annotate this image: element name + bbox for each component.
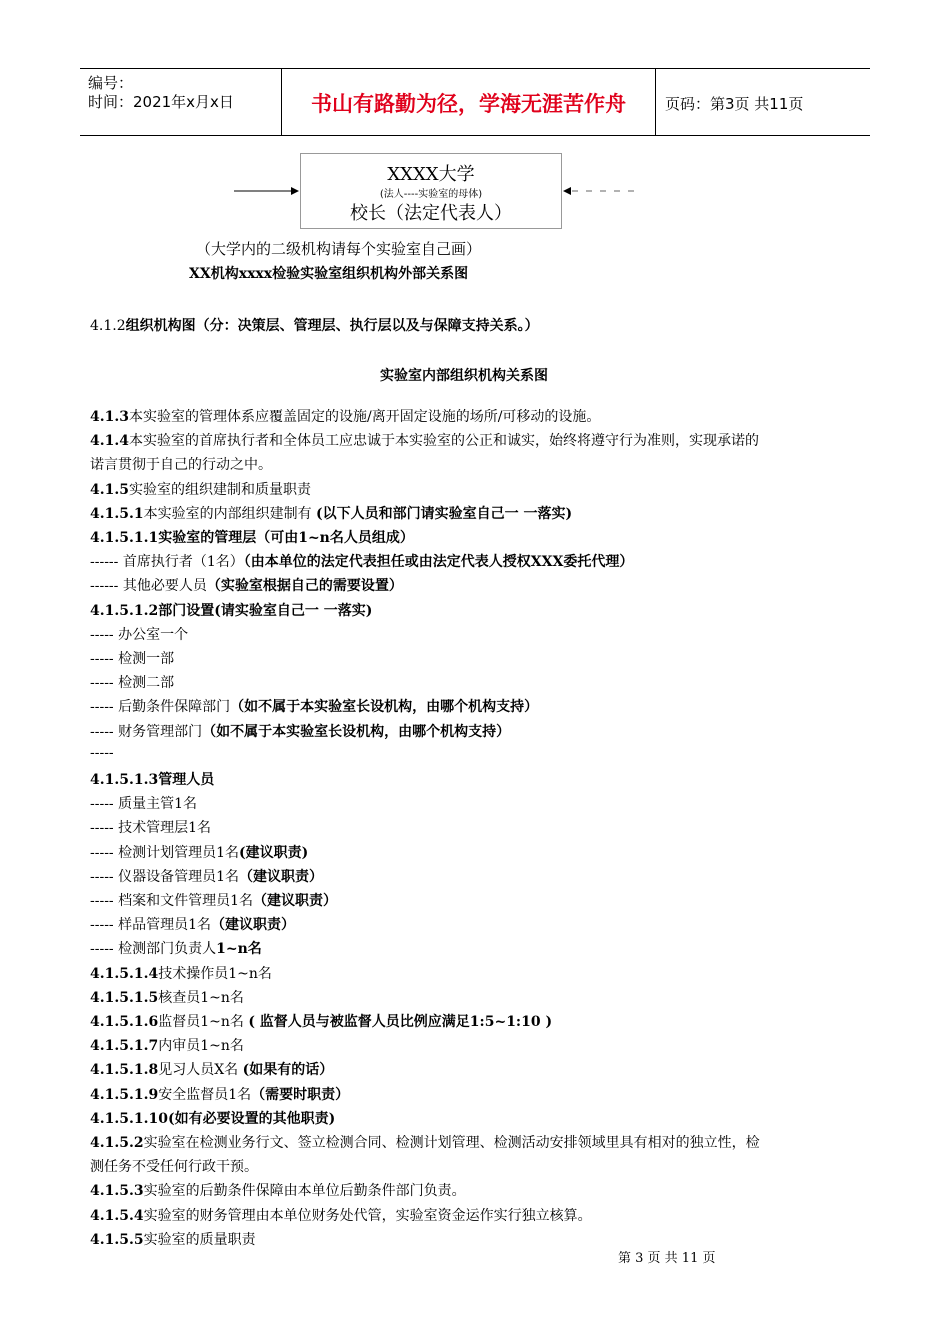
body-line [90,1229,256,1249]
body-line [90,406,600,426]
university-note: (法人----实验室的母体) [379,189,483,200]
clause-emphasis: （建议职责） [239,868,324,885]
clause-number: 4.1.5.1 [90,505,144,522]
body-line [90,527,414,547]
body-line [90,793,197,813]
body-line [90,938,262,958]
clause-emphasis: 部门设置(请实验室自己一 一落实) [158,602,373,619]
body-line [90,1180,466,1200]
clause-emphasis: ( 监督人员与被监督人员比例应满足1:5~1:10 ) [248,1014,553,1030]
clause-text: 监督员1~n名 [158,1014,249,1030]
clause-number: 4.1.5 [90,481,129,498]
clause-number: 4.1.5.5 [90,1231,144,1248]
section-text: 组织机构图（分：决策层、管理层、执行层以及与保障支持关系。） [125,318,539,334]
clause-number: 4.1.5.1.7 [90,1038,159,1055]
header-motto: 书山有路勤为径，学海无涯苦作舟 [281,69,656,135]
clause-text: 实验室的组织建制和质量职责 [128,481,311,498]
section-4-1-2 [90,315,539,335]
clause-text: ------ 其他必要人员 [90,578,207,595]
document-number-label: 编号： [88,74,134,92]
clause-text: ------ 首席执行者（1名） [90,554,244,571]
body-line [90,963,272,983]
body-line [90,1084,349,1104]
clause-emphasis: (如果有的话） [242,1062,334,1079]
clause-text: ----- [90,744,114,761]
body-line [90,890,337,910]
body-line [90,1205,592,1225]
clause-emphasis: （如不属于本实验室长设机构，由哪个机构支持） [202,723,511,740]
body-line [90,987,244,1007]
clause-emphasis: 实验室的管理层（可由1~n名人员组成） [158,530,414,546]
body-line [90,769,214,789]
header-page-info: 页码：第3页 共11页 [665,95,804,113]
body-line [90,1035,244,1055]
left-arrow-head [291,187,299,195]
body-line [90,1156,258,1176]
clause-number: 4.1.5.1.5 [90,989,159,1006]
body-line [90,1059,333,1079]
clause-number: 4.1.5.1.9 [90,1086,159,1103]
clause-text: 测任务不受任何行政干预。 [90,1159,258,1176]
clause-number: 4.1.5.1.6 [90,1014,159,1030]
body-line [90,842,308,862]
clause-text: ----- 检测部门负责人 [90,941,217,958]
body-line [90,672,174,692]
body-line [90,866,323,886]
body-line [90,648,174,668]
clause-emphasis: （建议职责） [253,893,338,909]
clause-text: ----- 样品管理员1名 [90,917,212,934]
clause-number: 4.1.5.1.8 [90,1062,159,1079]
body-line [90,479,311,499]
clause-text: 核查员1~n名 [158,989,244,1006]
clause-text: ----- 检测计划管理员1名 [90,844,240,861]
clause-text: 见习人员X名 [158,1062,243,1079]
clause-emphasis: (建议职责) [239,844,309,861]
body-line [90,721,510,741]
clause-number: 4.1.5.4 [90,1207,144,1224]
clause-text: ----- 办公室一个 [90,626,189,643]
clause-number: 4.1.5.2 [90,1135,144,1151]
clause-number: 4.1.5.1.1 [90,530,159,546]
clause-text: ----- 技术管理层1名 [90,820,212,837]
university-org-box [300,153,562,229]
body-line [90,503,572,523]
external-chart-caption: XX机构xxxx检验实验室组织机构外部关系图 [189,266,469,282]
body-line [90,600,372,620]
clause-text: 本实验室的管理体系应覆盖固定的设施/离开固定设施的场所/可移动的设施。 [128,409,601,425]
university-name: XXXX大学 [387,164,475,185]
clause-text: ----- 财务管理部门 [90,723,203,740]
clause-emphasis: （需要时职责） [251,1086,350,1103]
clause-text: ----- 档案和文件管理员1名 [90,893,254,909]
clause-text: ----- 检测一部 [90,651,175,667]
clause-number: 4.1.3 [90,409,129,425]
clause-emphasis: (如有必要设置的其他职责) [167,1110,336,1127]
clause-text: 安全监督员1名 [158,1086,252,1103]
clause-text: 实验室的后勤条件保障由本单位后勤条件部门负责。 [143,1183,466,1200]
clause-emphasis: （建议职责） [211,917,296,934]
clause-emphasis: （如不属于本实验室长设机构，由哪个机构支持） [230,699,539,716]
clause-text: 技术操作员1~n名 [158,965,272,982]
clause-text: 实验室的质量职责 [143,1231,256,1248]
body-line [90,817,211,837]
clause-text: 诺言贯彻于自己的行动之中。 [90,457,272,474]
clause-text: ----- 仪器设备管理员1名 [90,868,240,885]
clause-text: 实验室的财务管理由本单位财务处代管，实验室资金运作实行独立核算。 [143,1207,592,1224]
internal-chart-caption: 实验室内部组织机构关系图 [380,368,548,384]
clause-text: ----- 质量主管1名 [90,796,198,813]
clause-text: ----- 检测二部 [90,675,175,692]
body-line [90,454,272,474]
clause-number: 4.1.4 [90,433,129,450]
clause-text: ----- 后勤条件保障部门 [90,699,231,716]
clause-number: 4.1.5.1.10 [90,1110,168,1127]
clause-emphasis: 1~n名 [216,941,262,958]
section-number: 4.1.2 [90,318,126,334]
body-line [90,914,295,934]
body-line [90,1011,552,1031]
body-line [90,1108,335,1128]
clause-emphasis: (以下人员和部门请实验室自己一 一落实) [316,505,573,522]
body-line [90,430,759,450]
body-line [90,575,403,595]
clause-emphasis: 管理人员 [158,772,215,788]
right-arrow-head [563,187,571,195]
clause-number: 4.1.5.1.3 [90,772,159,788]
body-line [90,696,538,716]
clause-number: 4.1.5.3 [90,1183,144,1200]
box-note: （大学内的二级机构请每个实验室自己画） [196,240,482,258]
clause-number: 4.1.5.1.2 [90,602,159,619]
clause-number: 4.1.5.1.4 [90,965,159,982]
clause-text: 实验室在检测业务行文、签立检测合同、检测计划管理、检测活动安排领域里具有相对的独立性，检 [143,1135,760,1151]
body-line [90,745,114,761]
body-line [90,551,633,571]
document-date: 时间：2021年x月x日 [88,93,234,111]
body-line [90,624,188,644]
clause-text: 本实验室的首席执行者和全体员工应忠诚于本实验室的公正和诚实，始终将遵守行为准则，实现承诺的 [128,433,759,450]
clause-emphasis: （由本单位的法定代表担任或由法定代表人授权XXX委托代理） [243,554,634,571]
body-line [90,1132,760,1152]
clause-text: 内审员1~n名 [158,1038,244,1055]
legal-representative: 校长（法定代表人） [350,203,512,224]
clause-emphasis: （实验室根据自己的需要设置） [206,578,403,595]
clause-text: 本实验室的内部组织建制有 [143,505,317,522]
page-footer: 第 3 页 共 11 页 [618,1251,716,1266]
